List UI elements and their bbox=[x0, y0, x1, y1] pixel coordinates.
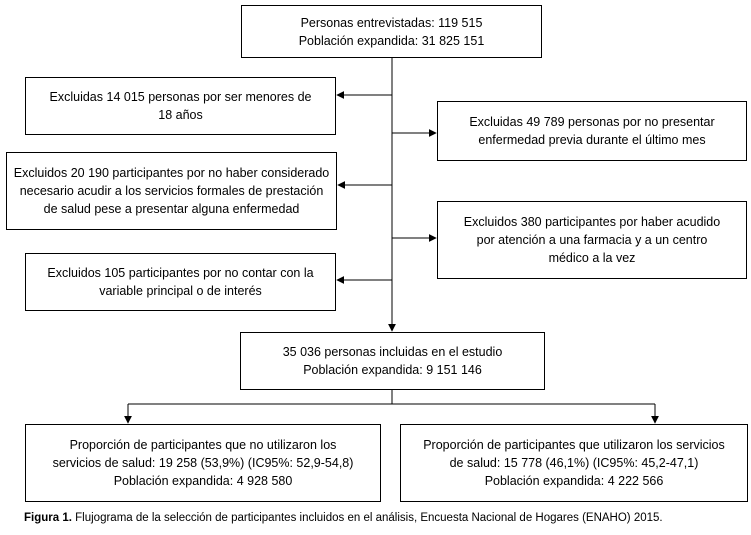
box-not-used-services-line3: Población expandida: 4 928 580 bbox=[113, 474, 293, 488]
box-excluded-pharmacy-line1: Excluidos 380 participantes por haber acudido bbox=[463, 215, 721, 229]
box-excluded-pharmacy-line2: por atención a una farmacia y a un centro bbox=[476, 233, 708, 247]
box-excluded-not-necessary-line3: de salud pese a presentar alguna enfermedad bbox=[43, 202, 300, 216]
box-used-services-line3: Población expandida: 4 222 566 bbox=[484, 474, 664, 488]
box-used-services bbox=[400, 424, 748, 502]
box-interviewed-line1: Personas entrevistadas: 119 515 bbox=[300, 15, 483, 30]
box-excluded-pharmacy bbox=[437, 201, 747, 279]
box-included-line2: Población expandida: 9 151 146 bbox=[303, 363, 482, 377]
box-excluded-not-necessary bbox=[6, 152, 337, 230]
figure-caption-text: Flujograma de la selección de participantes incluidos en el análisis, Encuesta Nacional de Hogares (ENAHO) 2015. bbox=[75, 512, 663, 524]
box-interviewed bbox=[241, 5, 542, 58]
box-not-used-services bbox=[25, 424, 381, 502]
box-excluded-no-disease bbox=[437, 101, 747, 161]
box-not-used-services-line2: servicios de salud: 19 258 (53,9%) (IC95%: 52,9-54,8) bbox=[52, 456, 354, 470]
box-excluded-no-disease-line1: Excluidas 49 789 personas por no presentar bbox=[469, 115, 715, 129]
box-included bbox=[240, 332, 545, 390]
box-excluded-variable bbox=[25, 253, 336, 311]
box-excluded-pharmacy-line3: médico a la vez bbox=[548, 251, 636, 265]
box-excluded-variable-line2: variable principal o de interés bbox=[99, 284, 262, 298]
box-excluded-not-necessary-line2: necesario acudir a los servicios formales de prestación bbox=[19, 184, 324, 198]
figure-caption bbox=[24, 512, 748, 524]
box-excluded-age bbox=[25, 77, 336, 135]
box-excluded-not-necessary-line1: Excluidos 20 190 participantes por no haber considerado bbox=[13, 166, 330, 180]
box-excluded-variable-line1: Excluidos 105 participantes por no contar con la bbox=[47, 266, 314, 280]
box-used-services-line2: de salud: 15 778 (46,1%) (IC95%: 45,2-47,1) bbox=[449, 456, 699, 470]
box-not-used-services-line1: Proporción de participantes que no utilizaron los bbox=[69, 438, 337, 452]
figure-caption-label: Figura 1. bbox=[24, 512, 72, 524]
box-excluded-age-line2: 18 años bbox=[158, 108, 203, 122]
box-interviewed-line2: Población expandida: 31 825 151 bbox=[298, 33, 485, 48]
box-included-line1: 35 036 personas incluidas en el estudio bbox=[282, 345, 503, 359]
box-used-services-line1: Proporción de participantes que utilizaron los servicios bbox=[423, 438, 725, 452]
box-excluded-no-disease-line2: enfermedad previa durante el último mes bbox=[478, 133, 706, 147]
box-excluded-age-line1: Excluidas 14 015 personas por ser menores de bbox=[49, 90, 312, 104]
